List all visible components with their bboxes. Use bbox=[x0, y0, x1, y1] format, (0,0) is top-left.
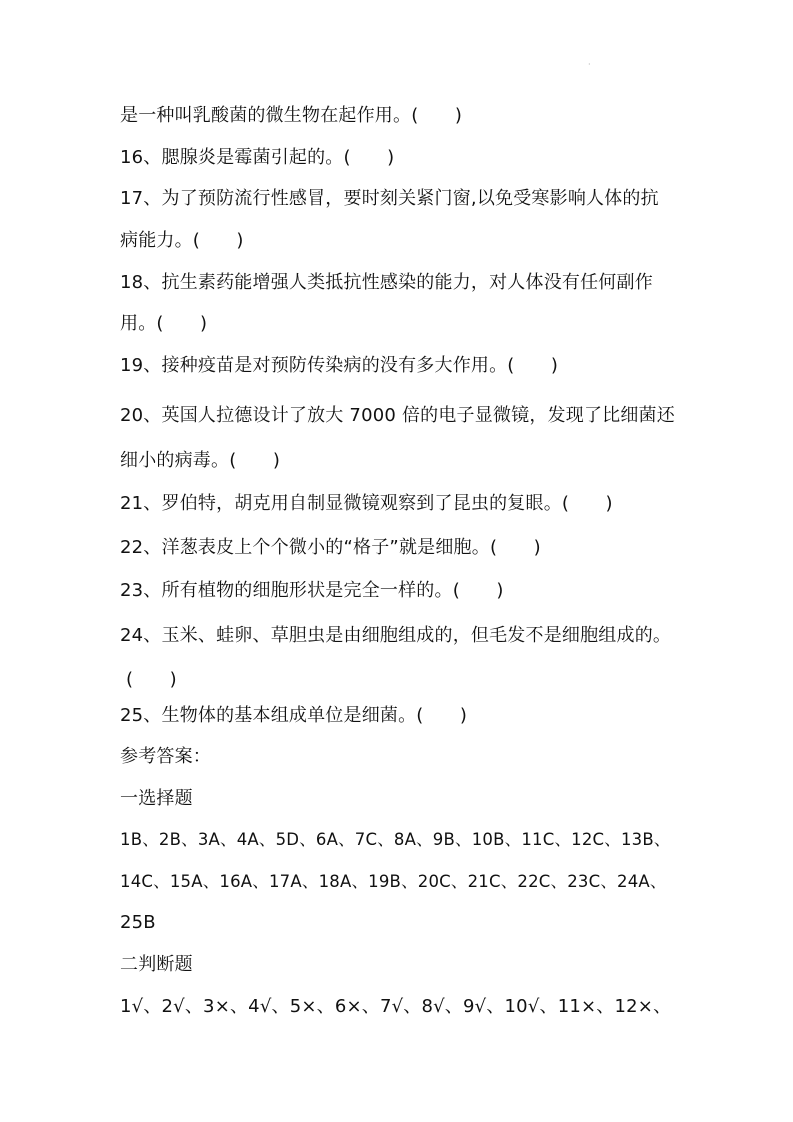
answers-heading: 参考答案： bbox=[120, 746, 211, 767]
question-22: 22、洋葱表皮上个个微小的“格子”就是细胞。( ) bbox=[120, 537, 541, 558]
question-20-line2: 细小的病毒。( ) bbox=[120, 450, 281, 471]
question-19: 19、接种疫苗是对预防传染病的没有多大作用。( ) bbox=[120, 355, 559, 376]
question-17-line2: 病能力。( ) bbox=[120, 230, 244, 251]
question-16: 16、腮腺炎是霉菌引起的。( ) bbox=[120, 147, 395, 168]
question-17-line1: 17、为了预防流行性感冒，要时刻关紧门窗,以免受寒影响人体的抗 bbox=[120, 188, 659, 209]
question-21: 21、罗伯特，胡克用自制显微镜观察到了昆虫的复眼。( ) bbox=[120, 493, 613, 514]
question-18-line2: 用。( ) bbox=[120, 313, 208, 334]
question-24-line1: 24、玉米、蛙卵、草胆虫是由细胞组成的，但毛发不是细胞组成的。 bbox=[120, 625, 672, 646]
question-20-line1: 20、英国人拉德设计了放大 7000 倍的电子显微镜，发现了比细菌还 bbox=[120, 405, 675, 426]
true-false-answers-line1: 1√、2√、3×、4√、5×、6×、7√、8√、9√、10√、11×、12×、 bbox=[120, 996, 672, 1017]
question-18-line1: 18、抗生素药能增强人类抵抗性感染的能力，对人体没有任何副作 bbox=[120, 272, 653, 293]
choice-answers-line3: 25B bbox=[120, 912, 156, 933]
section-true-false: 二判断题 bbox=[120, 954, 193, 975]
question-24-line2: ( ) bbox=[126, 669, 177, 690]
choice-answers-line2: 14C、15A、16A、17A、18A、19B、20C、21C、22C、23C、24A、 bbox=[120, 872, 667, 891]
question-25: 25、生物体的基本组成单位是细菌。( ) bbox=[120, 705, 468, 726]
question-23: 23、所有植物的细胞形状是完全一样的。( ) bbox=[120, 580, 504, 601]
section-multiple-choice: 一选择题 bbox=[120, 788, 193, 809]
question-15-continuation: 是一种叫乳酸菌的微生物在起作用。( ) bbox=[120, 105, 463, 126]
choice-answers-line1: 1B、2B、3A、4A、5D、6A、7C、8A、9B、10B、11C、12C、13B、 bbox=[120, 830, 671, 849]
corner-mark: · bbox=[588, 60, 591, 69]
